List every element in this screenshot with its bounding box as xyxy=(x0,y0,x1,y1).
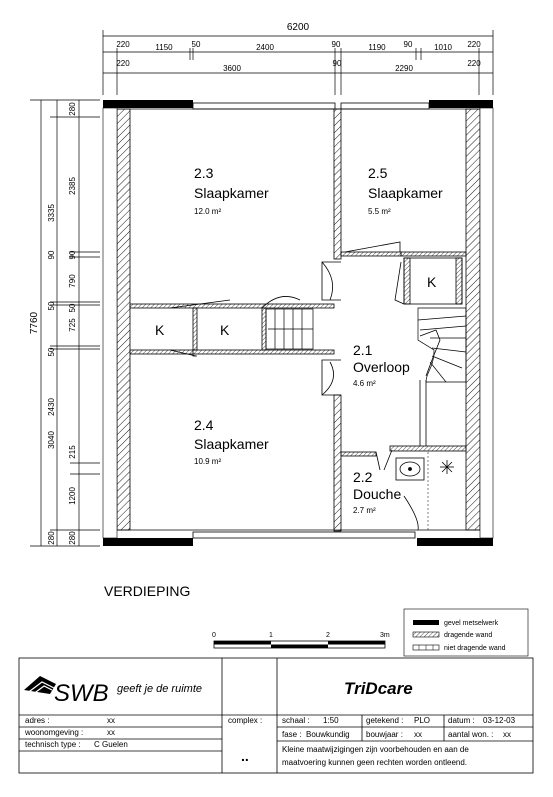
room-2-3 xyxy=(194,165,269,216)
aantal-won-value: xx xyxy=(503,730,511,739)
window-top-right xyxy=(341,103,429,109)
dim-label: 50 xyxy=(47,301,56,311)
dim-label: 3040 xyxy=(47,431,56,449)
adres-label: adres : xyxy=(25,716,50,725)
left-inner-labels xyxy=(47,102,77,545)
wall-douche-top xyxy=(390,446,466,451)
datum-value: 03-12-03 xyxy=(483,716,516,725)
adres-value: xx xyxy=(107,716,115,725)
dim-label: 1190 xyxy=(368,43,386,52)
room-name: Douche xyxy=(353,486,402,502)
swb-logo-tagline: geeft je de ruimte xyxy=(117,683,202,695)
scale-bar xyxy=(212,632,390,648)
tridcare-logo xyxy=(344,679,413,698)
facade-wall-top-right xyxy=(429,100,493,108)
dim-label: 2290 xyxy=(395,64,413,73)
cupboard-label: K xyxy=(155,322,165,338)
interior-walls xyxy=(130,109,466,531)
left-dimensions xyxy=(30,100,100,546)
window-bottom-left xyxy=(193,532,415,538)
dim-label: 220 xyxy=(467,59,481,68)
disclaimer-line-1: Kleine maatwijzigingen zijn voorbehouden en aan de xyxy=(282,745,469,754)
dim-label: 280 xyxy=(68,531,77,545)
top-dimension-ticks xyxy=(103,30,493,95)
room-area: 5.5 m² xyxy=(368,207,391,216)
scale-label: 1 xyxy=(269,632,273,639)
room-2-1 xyxy=(353,342,410,388)
scale-label: 3m xyxy=(380,632,390,639)
dim-label: 90 xyxy=(403,40,413,49)
datum-label: datum : xyxy=(448,716,475,725)
dim-label: 1150 xyxy=(155,43,173,52)
dim-label: 2385 xyxy=(68,177,77,195)
room-name: Slaapkamer xyxy=(194,436,269,452)
left-outer-labels xyxy=(47,204,56,416)
aantal-won-label: aantal won. : xyxy=(448,730,494,739)
washbasin xyxy=(396,458,424,480)
swb-logo xyxy=(24,676,202,707)
dim-label: 3600 xyxy=(223,64,241,73)
bearing-wall-left xyxy=(117,109,130,530)
woonomgeving-label: woonomgeving : xyxy=(25,728,84,737)
room-name: Slaapkamer xyxy=(368,185,443,201)
dim-label: 90 xyxy=(331,40,341,49)
dim-label: 90 xyxy=(68,250,77,260)
legend-label: gevel metselwerk xyxy=(444,620,499,627)
dim-total-width: 6200 xyxy=(286,22,310,33)
dim-label: 90 xyxy=(332,59,342,68)
facade-wall-bottom-right xyxy=(417,538,493,546)
dim-label: 215 xyxy=(68,445,77,459)
legend-label: dragende wand xyxy=(444,632,493,639)
dim-label: 725 xyxy=(68,318,77,332)
room-area: 4.6 m² xyxy=(353,379,376,388)
dim-label: 280 xyxy=(47,531,56,545)
floor-title: VERDIEPING xyxy=(104,583,191,599)
room-area: 10.9 m² xyxy=(194,457,222,466)
drain-icon xyxy=(440,460,454,474)
window-top-left xyxy=(193,103,335,109)
wall-cupboards-bottom xyxy=(130,350,334,354)
bouwjaar-value: xx xyxy=(414,730,422,739)
stairs-right xyxy=(418,308,466,382)
dim-label: 280 xyxy=(68,102,77,116)
dim-total-height: 7760 xyxy=(29,311,40,335)
dim-label: 2400 xyxy=(256,43,274,52)
woonomgeving-value: xx xyxy=(107,728,115,737)
legend-swatch-bearing xyxy=(413,632,439,637)
legend-swatch-facade xyxy=(413,620,439,625)
bearing-wall-right xyxy=(466,109,480,530)
room-area: 12.0 m² xyxy=(194,207,222,216)
room-number: 2.4 xyxy=(194,417,214,433)
tridcare-logo-text: TriDcare xyxy=(344,679,413,698)
wall-cupboards-top xyxy=(130,304,334,308)
technisch-type-label: technisch type : xyxy=(25,740,81,749)
wall-25-bottom xyxy=(341,252,401,256)
dim-label: 220 xyxy=(116,59,130,68)
room-2-4 xyxy=(194,417,269,466)
fase-value: Bouwkundig xyxy=(306,730,350,739)
getekend-value: PLO xyxy=(414,716,431,725)
facade-wall-top-left xyxy=(103,100,193,108)
dim-label: 2430 xyxy=(47,398,56,416)
dim-label: 50 xyxy=(68,303,77,313)
top-row1-labels xyxy=(116,40,481,52)
dim-label: 1010 xyxy=(434,43,452,52)
legend xyxy=(404,609,528,656)
cupboard-label: K xyxy=(220,322,230,338)
dim-label: 220 xyxy=(116,40,130,49)
room-number: 2.3 xyxy=(194,165,214,181)
room-2-2 xyxy=(353,469,401,515)
scale-label: 0 xyxy=(212,632,216,639)
schaal-value: 1:50 xyxy=(323,716,339,725)
complex-value: .. xyxy=(241,748,249,764)
top-dimensions xyxy=(103,30,493,95)
dim-label: 3335 xyxy=(47,204,56,222)
complex-label: complex : xyxy=(228,716,263,725)
dim-label: 50 xyxy=(191,40,201,49)
bouwjaar-label: bouwjaar : xyxy=(366,730,403,739)
dim-label: 50 xyxy=(47,347,56,357)
room-number: 2.5 xyxy=(368,165,388,181)
bearing-wall-center-bottom xyxy=(334,395,341,531)
room-number: 2.1 xyxy=(353,342,373,358)
technisch-type-value: C Guelen xyxy=(94,740,128,749)
legend-label: niet dragende wand xyxy=(444,645,506,652)
top-row2-labels xyxy=(116,59,481,73)
room-name: Slaapkamer xyxy=(194,185,269,201)
dim-label: 90 xyxy=(47,250,56,260)
dim-label: 220 xyxy=(467,40,481,49)
scale-label: 2 xyxy=(326,632,330,639)
bearing-wall-center-top xyxy=(334,109,341,259)
swb-logo-text: SWB xyxy=(54,680,109,707)
stairs-left xyxy=(266,309,313,349)
room-area: 2.7 m² xyxy=(353,506,376,515)
dim-label: 790 xyxy=(68,274,77,288)
room-number: 2.2 xyxy=(353,469,373,485)
schaal-label: schaal : xyxy=(282,716,310,725)
room-name: Overloop xyxy=(353,359,410,375)
getekend-label: getekend : xyxy=(366,716,404,725)
cupboard-label: K xyxy=(427,274,437,290)
disclaimer-line-2: maatvoering kunnen geen rechten worden ontleend. xyxy=(282,758,468,767)
dim-label: 1200 xyxy=(68,487,77,505)
fase-label: fase : xyxy=(282,730,302,739)
room-2-5 xyxy=(368,165,443,216)
facade-wall-bottom-left xyxy=(103,538,193,546)
